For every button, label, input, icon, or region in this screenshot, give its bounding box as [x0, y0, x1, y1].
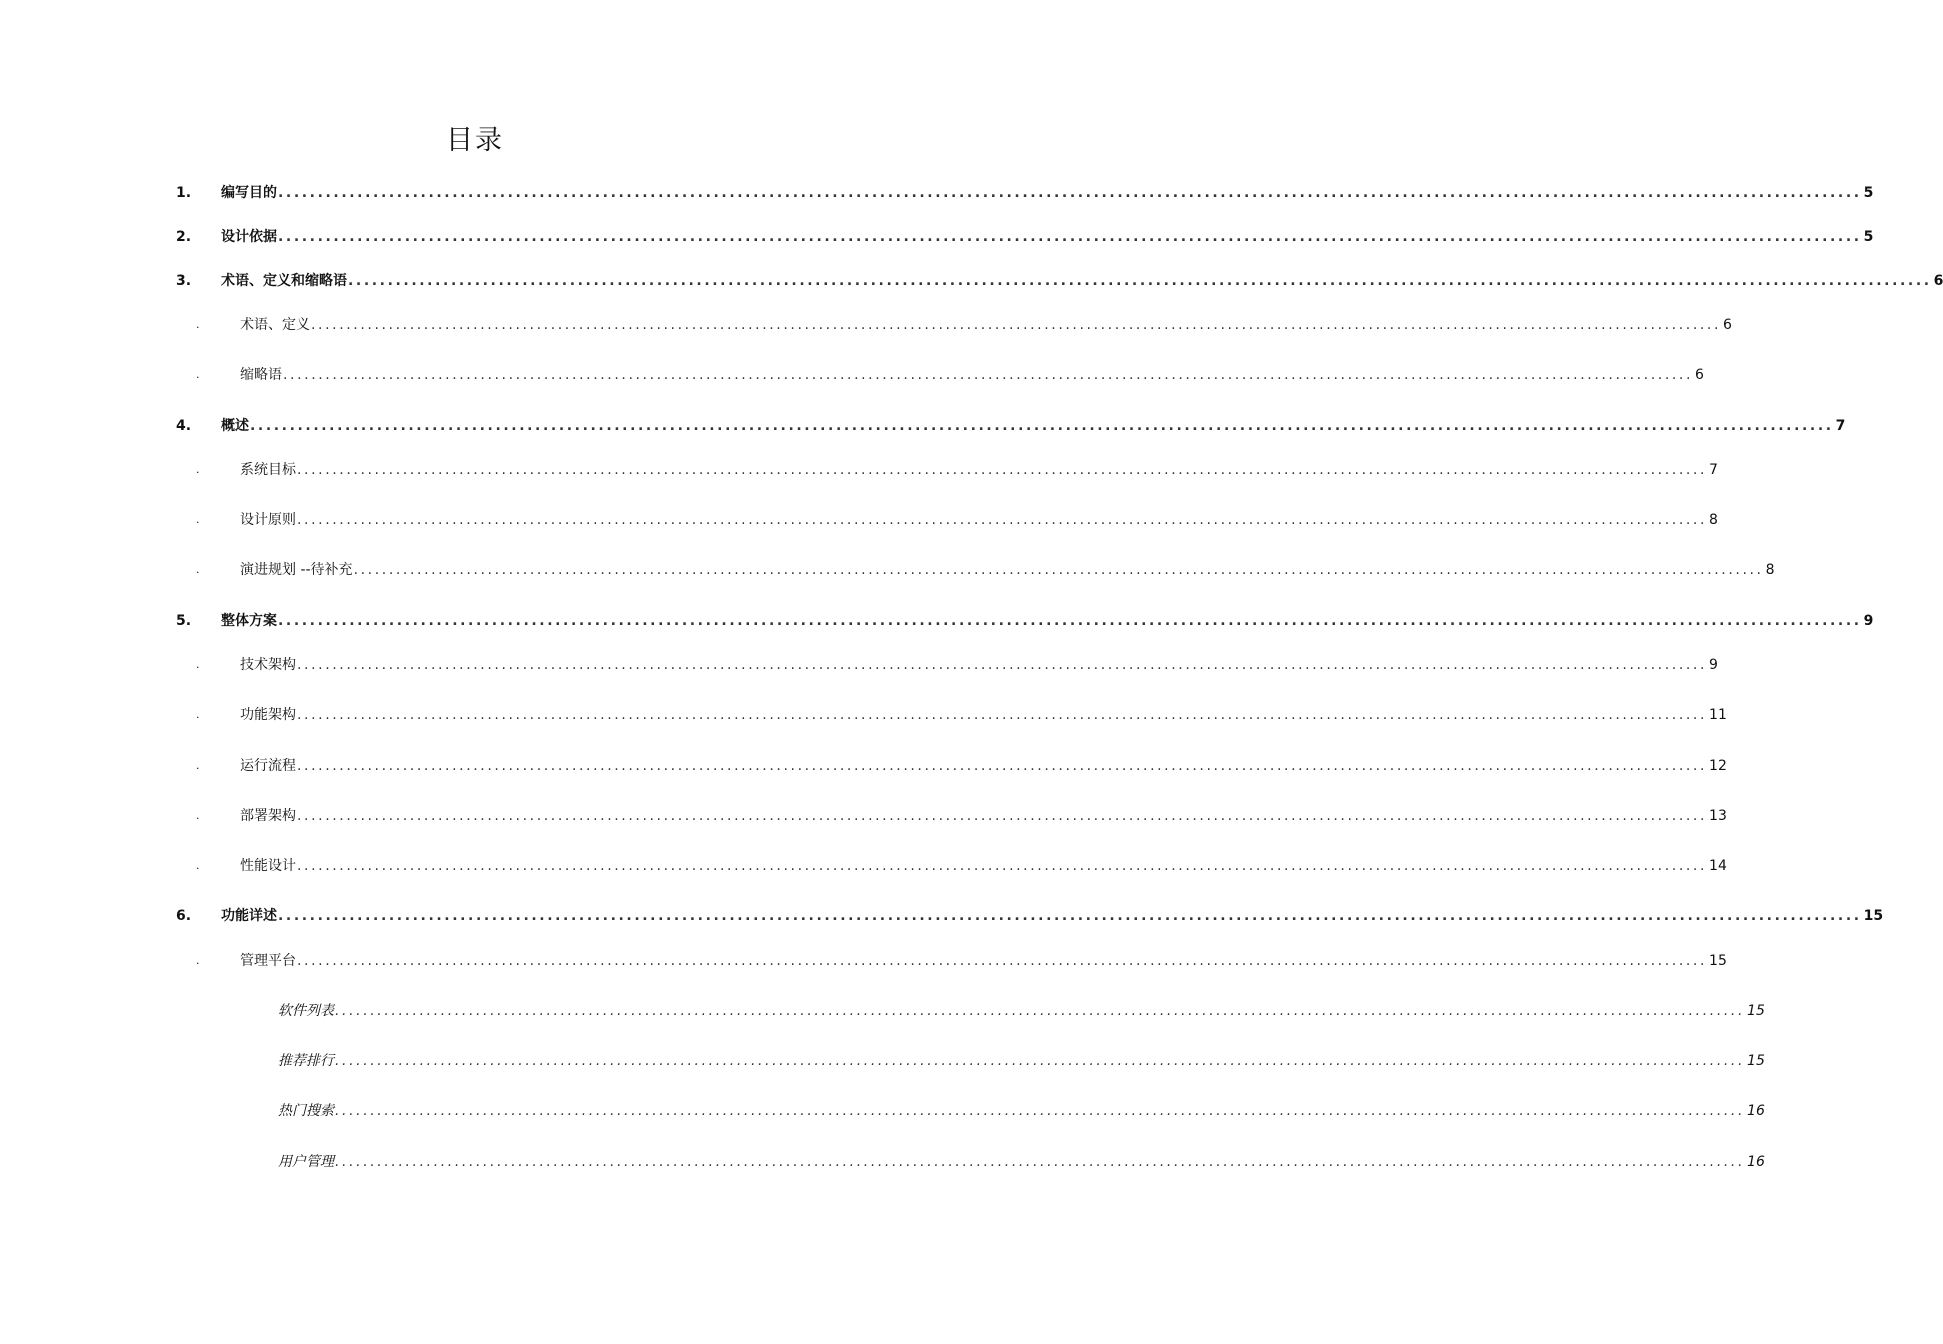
toc-entry-title: 部署架构: [240, 808, 296, 824]
toc-entry-title: 缩略语: [240, 367, 282, 383]
toc-entry-number: .: [196, 368, 200, 381]
dot-leader: ........................................................................................................................................................................................................: [297, 808, 1708, 824]
toc-entry-page: 13: [1709, 808, 1727, 824]
toc-entry-title: 热门搜索: [278, 1103, 334, 1119]
toc-entry-title: 术语、定义: [240, 317, 310, 333]
toc-entry-number: .: [196, 658, 200, 671]
toc-entry-page: 8: [1765, 562, 1775, 578]
toc-entry[interactable]: [0, 508, 1718, 532]
dot-leader: ........................................................................................................................................................................................................: [250, 418, 1834, 434]
toc-entry-number: .: [196, 463, 200, 476]
dot-leader: ........................................................................................................................................................................................................: [297, 858, 1708, 874]
toc-entry[interactable]: [0, 363, 1704, 387]
toc-entry-page: 16: [1747, 1154, 1765, 1170]
toc-entry[interactable]: [0, 1099, 1765, 1123]
toc-entry-number: 3.: [176, 273, 192, 289]
toc-entry-title: 技术架构: [240, 657, 296, 673]
toc-entry-title: 术语、定义和缩略语: [221, 273, 347, 289]
dot-leader: ........................................................................................................................................................................................................: [311, 317, 1722, 333]
dot-leader: ........................................................................................................................................................................................................: [297, 657, 1708, 673]
toc-entry-title: 概述: [221, 418, 249, 434]
toc-entry[interactable]: [0, 904, 1884, 928]
dot-leader: ........................................................................................................................................................................................................: [335, 1103, 1746, 1119]
toc-entry-page: 11: [1709, 707, 1727, 723]
toc-entry-page: 8: [1709, 512, 1718, 528]
dot-leader: ........................................................................................................................................................................................................: [297, 758, 1708, 774]
toc-entry-page: 15: [1709, 953, 1727, 969]
dot-leader: ........................................................................................................................................................................................................: [335, 1053, 1746, 1069]
toc-entry[interactable]: [0, 703, 1727, 727]
toc-entry-number: 2.: [176, 229, 192, 245]
toc-entry-number: .: [196, 954, 200, 967]
toc-entry[interactable]: [0, 225, 1874, 249]
toc-entry-title: 软件列表: [278, 1003, 334, 1019]
toc-entry[interactable]: [0, 458, 1718, 482]
toc-entry-page: 15: [1747, 1003, 1765, 1019]
toc-entry[interactable]: [0, 999, 1765, 1023]
toc-entry-page: 9: [1863, 613, 1874, 629]
dot-leader: ........................................................................................................................................................................................................: [283, 367, 1694, 383]
toc-entry-page: 15: [1863, 908, 1884, 924]
toc-entry-page: 6: [1723, 317, 1732, 333]
toc-entry[interactable]: [0, 804, 1727, 828]
dot-leader: ........................................................................................................................................................................................................: [278, 185, 1862, 201]
toc-entry-page: 6: [1933, 273, 1943, 289]
toc-entry-title: 功能架构: [240, 707, 296, 723]
toc-entry-number: .: [196, 708, 200, 721]
toc-entry[interactable]: [0, 414, 1846, 438]
toc-entry[interactable]: [0, 949, 1727, 973]
toc-entry-page: 9: [1709, 657, 1718, 673]
toc-entry[interactable]: [0, 754, 1727, 778]
toc-entry-number: 1.: [176, 185, 192, 201]
toc-entry-page: 7: [1835, 418, 1846, 434]
dot-leader: ........................................................................................................................................................................................................: [335, 1154, 1746, 1170]
toc-entry-page: 7: [1709, 462, 1718, 478]
toc-entry-title: 运行流程: [240, 758, 296, 774]
dot-leader: ........................................................................................................................................................................................................: [297, 512, 1708, 528]
toc-entry-title: 性能设计: [240, 858, 296, 874]
dot-leader: ........................................................................................................................................................................................................: [278, 613, 1862, 629]
toc-entry-title: 编写目的: [221, 185, 277, 201]
toc-entry[interactable]: [0, 313, 1732, 337]
toc-entry[interactable]: [0, 609, 1874, 633]
toc-entry[interactable]: [0, 181, 1874, 205]
toc-entry-title: 功能详述: [221, 908, 277, 924]
dot-leader: ........................................................................................................................................................................................................: [278, 229, 1862, 245]
toc-entry-title: 管理平台: [240, 953, 296, 969]
toc-entry-number: .: [196, 759, 200, 772]
toc-entry-title: 推荐排行: [278, 1053, 334, 1069]
toc-entry[interactable]: [0, 854, 1727, 878]
toc-entry-title: 系统目标: [240, 462, 296, 478]
dot-leader: ........................................................................................................................................................................................................: [353, 562, 1764, 578]
toc-entry-page: 16: [1747, 1103, 1765, 1119]
toc-entry-number: 5.: [176, 613, 192, 629]
toc-entry-number: 4.: [176, 418, 192, 434]
toc-entry-title: 演进规划 --待补充: [240, 562, 353, 578]
dot-leader: ........................................................................................................................................................................................................: [348, 273, 1932, 289]
toc-entry-title: 整体方案: [221, 613, 277, 629]
toc-entry-number: .: [196, 563, 200, 576]
toc-entry-title: 设计依据: [221, 229, 277, 245]
toc-entry[interactable]: [0, 558, 1775, 582]
toc-entry[interactable]: [0, 269, 1943, 293]
toc-entry[interactable]: [0, 653, 1718, 677]
page-title: 目录: [446, 125, 504, 156]
toc-entry-page: 5: [1863, 185, 1874, 201]
dot-leader: ........................................................................................................................................................................................................: [335, 1003, 1746, 1019]
toc-entry[interactable]: [0, 1150, 1765, 1174]
toc-entry-title: 设计原则: [240, 512, 296, 528]
toc-entry-page: 5: [1863, 229, 1874, 245]
toc-entry-number: .: [196, 513, 200, 526]
toc-entry-number: .: [196, 809, 200, 822]
toc-entry-number: 6.: [176, 908, 192, 924]
dot-leader: ........................................................................................................................................................................................................: [297, 953, 1708, 969]
toc-entry[interactable]: [0, 1049, 1765, 1073]
toc-entry-page: 12: [1709, 758, 1727, 774]
toc-entry-page: 6: [1695, 367, 1704, 383]
dot-leader: ........................................................................................................................................................................................................: [297, 707, 1708, 723]
toc-entry-page: 15: [1747, 1053, 1765, 1069]
dot-leader: ........................................................................................................................................................................................................: [297, 462, 1708, 478]
toc-entry-number: .: [196, 859, 200, 872]
toc-entry-page: 14: [1709, 858, 1727, 874]
toc-entry-title: 用户管理: [278, 1154, 334, 1170]
toc-entry-number: .: [196, 318, 200, 331]
dot-leader: ........................................................................................................................................................................................................: [278, 908, 1862, 924]
